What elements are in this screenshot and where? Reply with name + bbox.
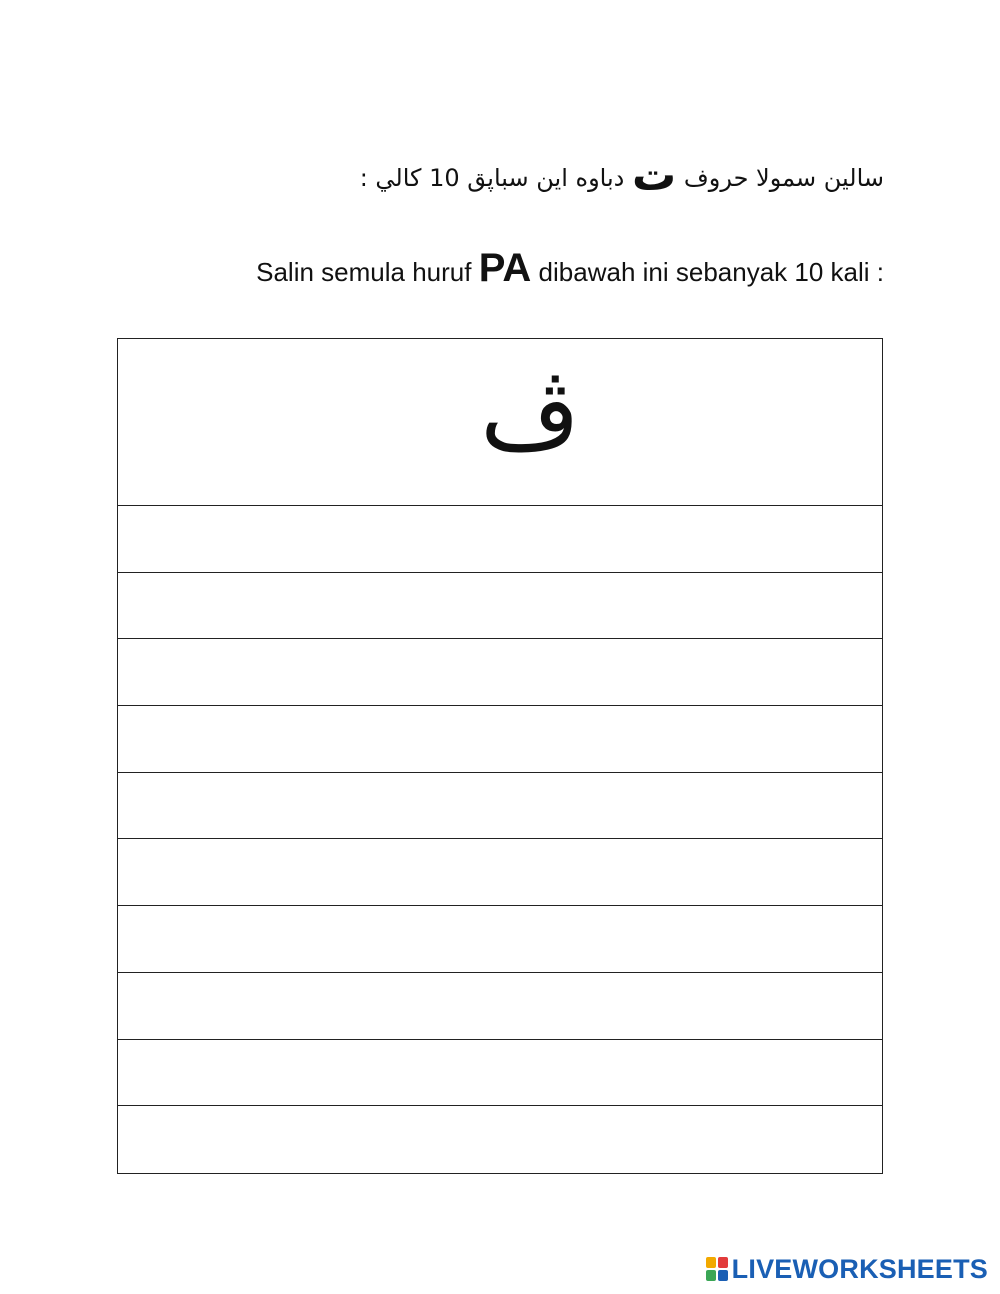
rumi-instruction — [118, 242, 884, 294]
logo-square — [718, 1270, 728, 1281]
model-letter: ڤ — [480, 359, 580, 471]
logo-square — [706, 1270, 716, 1281]
liveworksheets-logo-icon — [706, 1257, 728, 1281]
practice-row[interactable] — [118, 639, 882, 706]
jawi-instruction-before: سالين سمولا حروف — [683, 164, 884, 192]
jawi-instruction-after: دباوه اين سباڽق 10 كالي : — [359, 164, 625, 192]
practice-rows — [118, 506, 882, 1173]
practice-row[interactable] — [118, 906, 882, 973]
practice-row[interactable] — [118, 773, 882, 840]
jawi-instruction-letter: ت — [632, 150, 677, 201]
practice-row[interactable] — [118, 506, 882, 573]
jawi-instruction — [118, 148, 884, 204]
practice-row[interactable] — [118, 1106, 882, 1173]
practice-row[interactable] — [118, 1040, 882, 1107]
practice-row[interactable] — [118, 839, 882, 906]
practice-row[interactable] — [118, 973, 882, 1040]
logo-square — [706, 1257, 716, 1268]
practice-row[interactable] — [118, 573, 882, 640]
brand-name: LIVEWORKSHEETS — [731, 1253, 988, 1284]
rumi-instruction-before: Salin semula huruf — [256, 257, 472, 287]
rumi-instruction-after: dibawah ini sebanyak 10 kali : — [538, 257, 884, 287]
liveworksheets-brand — [706, 1254, 988, 1284]
logo-square — [718, 1257, 728, 1268]
writing-grid — [117, 338, 883, 1174]
model-letter-row — [118, 339, 882, 506]
practice-row[interactable] — [118, 706, 882, 773]
rumi-instruction-letter: PA — [478, 246, 532, 290]
